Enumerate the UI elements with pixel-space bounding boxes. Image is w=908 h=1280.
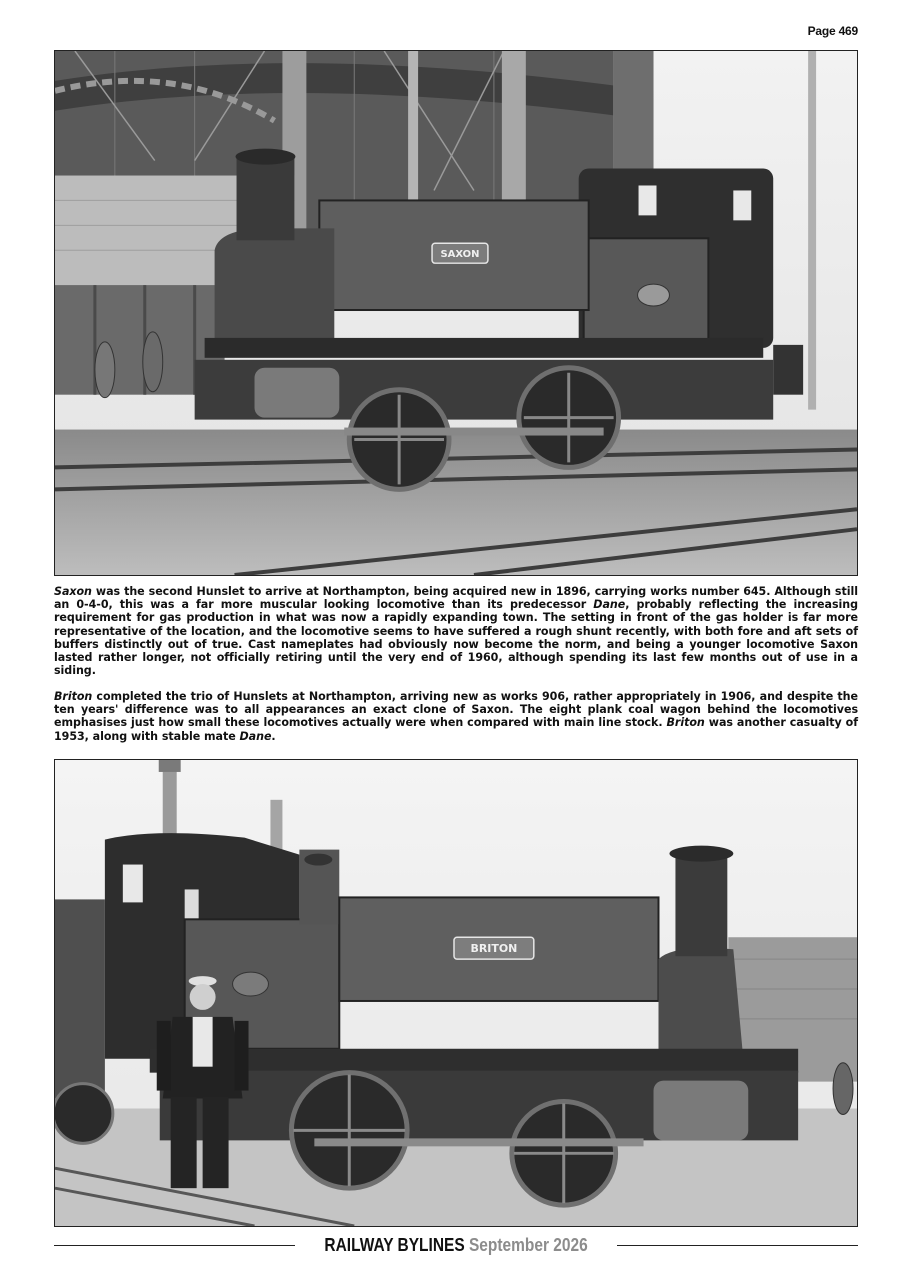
caption-saxon-text-b: , probably reflecting the increasing requirement for gas production in what was now a rapidly expanding town. The setting in front of the gas holder is far more representative of the location, and the locomotive seems to have suffered a rough shunt recently, with both fore and aft sets of buffers distinctly out of true. Cast nameplates had obviously now become the norm, and being a younger locomotive Saxon lasted rather longer, not officially retiring until the very end of 1960, although spending its last few months out of use in a siding. — [54, 598, 858, 678]
footer-rule-left — [54, 1245, 295, 1246]
caption-dane-name: Dane — [593, 598, 626, 612]
page-number: Page 469 — [807, 24, 858, 38]
caption-briton — [54, 690, 858, 743]
briton-nameplate: BRITON — [470, 942, 518, 956]
caption-briton-text-a: completed the trio of Hunslets at Northampton, arriving new as works 906, rather appropriately in 1906, and despite the ten years' difference was to all appearances an exact clone of Saxon. The eight plank coal wagon behind the locomotives emphasises just how small these locomotives actually were when compared with main line stock. — [54, 690, 858, 730]
footer-title — [317, 1235, 594, 1256]
footer — [54, 1232, 858, 1258]
photo-saxon-locomotive — [54, 50, 858, 576]
caption-briton-name-2: Briton — [666, 716, 705, 730]
issue-date: September 2026 — [468, 1234, 588, 1255]
caption-briton-text-c: . — [271, 729, 276, 743]
saxon-nameplate: SAXON — [440, 249, 480, 261]
caption-saxon-name: Saxon — [54, 585, 92, 598]
magazine-name: RAILWAY BYLINES — [324, 1234, 465, 1255]
caption-briton-text-b: was another casualty of 1953, along with stable mate — [54, 716, 858, 743]
caption-briton-name: Briton — [54, 690, 93, 703]
caption-saxon-text-a: was the second Hunslet to arrive at Northampton, being acquired new in 1896, carrying works number 645. Although still an 0-4-0, this was a far more muscular looking locomotive than its predecessor — [54, 585, 858, 612]
briton-photo-illustration — [55, 760, 857, 1226]
caption-saxon — [54, 585, 858, 677]
photo-briton-locomotive — [54, 759, 858, 1227]
saxon-photo-illustration — [55, 51, 857, 575]
footer-rule-right — [617, 1245, 858, 1246]
caption-dane-name-2: Dane — [239, 729, 272, 743]
